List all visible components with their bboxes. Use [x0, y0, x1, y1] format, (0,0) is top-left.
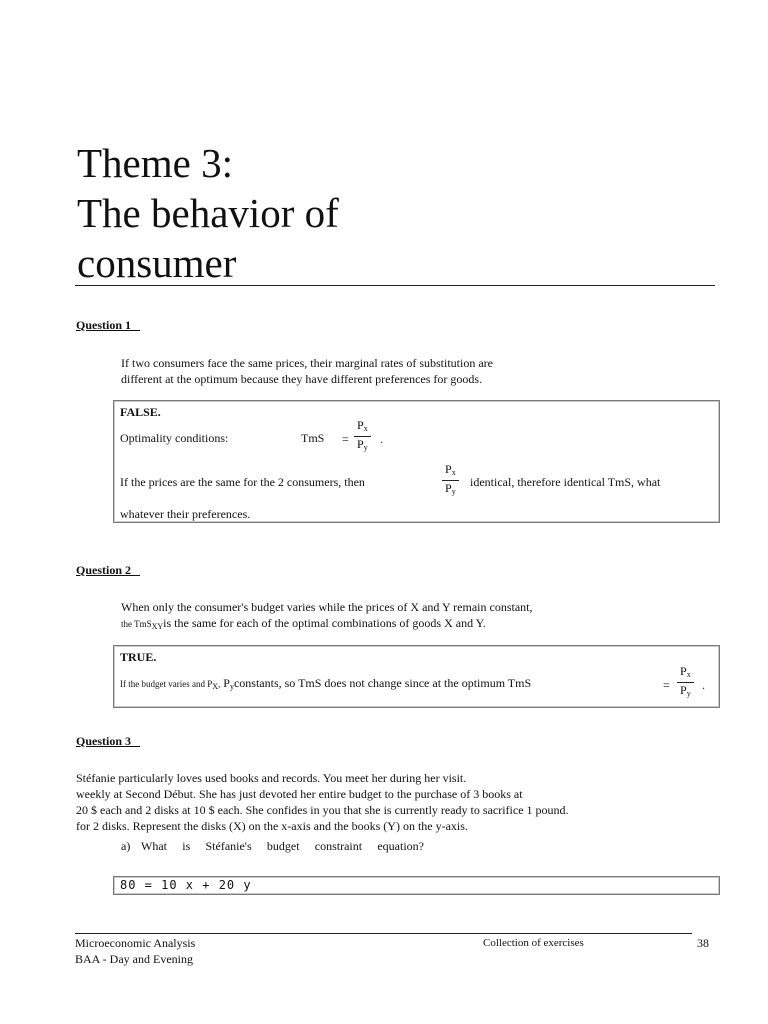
question-3-statement-line-2: weekly at Second Début. She has just devoted her entire budget to the purchase of 3 books at [76, 787, 523, 801]
budget-constraint-equation: 80 = 10 x + 20 y [120, 878, 252, 892]
title-line-3: consumer [77, 240, 237, 286]
question-3-statement-line-3: 20 $ each and 2 disks at 10 $ each. She confides in you that she is currently ready to sacrifice 1 pound. [76, 803, 569, 817]
answer-line-2-left: If the prices are the same for the 2 consumers, then [120, 475, 365, 489]
footer-program: BAA - Day and Evening [75, 952, 193, 966]
fraction-denominator: $P_y$ [445, 481, 456, 496]
question-3-answer-box [113, 876, 720, 895]
question-3-heading: Question 3 [76, 734, 132, 748]
sub-a-word: Stéfanie's [205, 839, 252, 853]
sub-a-word: equation? [377, 839, 424, 853]
question-3-sub-a-text [141, 838, 424, 854]
sub-a-word: budget [266, 839, 300, 853]
question-1-verdict: FALSE. [120, 405, 161, 419]
footer-divider [75, 933, 692, 934]
fraction-numerator: $P_x$ [677, 665, 694, 683]
footer-course-title: Microeconomic Analysis [75, 936, 196, 950]
fraction-numerator: $P_x$ [442, 463, 459, 481]
title-line-2: The behavior of [77, 190, 339, 236]
page-number: 38 [697, 936, 709, 950]
tms-label: TmS [301, 431, 325, 445]
equals-sign: = [663, 678, 670, 692]
title-line-1: Theme 3: [77, 140, 233, 186]
sub-a-word: constraint [314, 839, 363, 853]
answer-line-3: whatever their preferences. [120, 507, 251, 521]
question-3-statement [76, 770, 569, 834]
fraction-denominator: $P_y$ [357, 437, 368, 452]
fraction-denominator: $P_y$ [680, 683, 691, 698]
question-2-verdict: TRUE. [120, 650, 157, 664]
price-ratio-fraction-2 [442, 463, 459, 498]
fraction-numerator: $P_x$ [354, 419, 371, 437]
question-2-heading: Question 2 [76, 563, 132, 577]
page-title [77, 138, 339, 288]
question-1-heading: Question 1 [76, 318, 132, 332]
fraction-period: . [380, 432, 383, 446]
question-2-statement [121, 599, 533, 635]
title-divider [75, 285, 715, 286]
question-2-statement-line-1: When only the consumer's budget varies while the prices of X and Y remain constant, [121, 600, 533, 614]
question-3-statement-line-1: Stéfanie particularly loves used books and records. You meet her during her visit. [76, 771, 467, 785]
answer-line-2-right: identical, therefore identical TmS, what [470, 475, 661, 489]
sub-a-word: is [182, 839, 191, 853]
question-1-answer-box [113, 400, 720, 523]
price-ratio-fraction [354, 419, 371, 454]
sub-a-word: What [141, 839, 167, 853]
question-2-statement-line-2: the TmS$_{XY}$is the same for each of the optimal combinations of goods X and Y. [121, 616, 486, 631]
optimality-conditions-label: Optimality conditions: [120, 431, 229, 445]
question-2-answer-box [113, 645, 720, 708]
question-1-statement-line-2: different at the optimum because they have different preferences for goods. [121, 372, 483, 386]
footer-center: Collection of exercises [483, 937, 584, 949]
question-1-statement-line-1: If two consumers face the same prices, their marginal rates of substitution are [121, 356, 493, 370]
question-3-statement-line-4: for 2 disks. Represent the disks (X) on the x-axis and the books (Y) on the y-axis. [76, 819, 468, 833]
question-1-statement [121, 355, 493, 387]
question-2-answer-line: If the budget varies and $P_X$, $P_yconstants$, so TmS does not change since at the optimum TmS [120, 676, 532, 691]
footer-left [75, 935, 195, 967]
equals-sign: = [342, 432, 349, 446]
fraction-period: . [702, 678, 705, 692]
question-3-sub-a-marker: a) [121, 839, 131, 853]
price-ratio-fraction [677, 665, 694, 700]
